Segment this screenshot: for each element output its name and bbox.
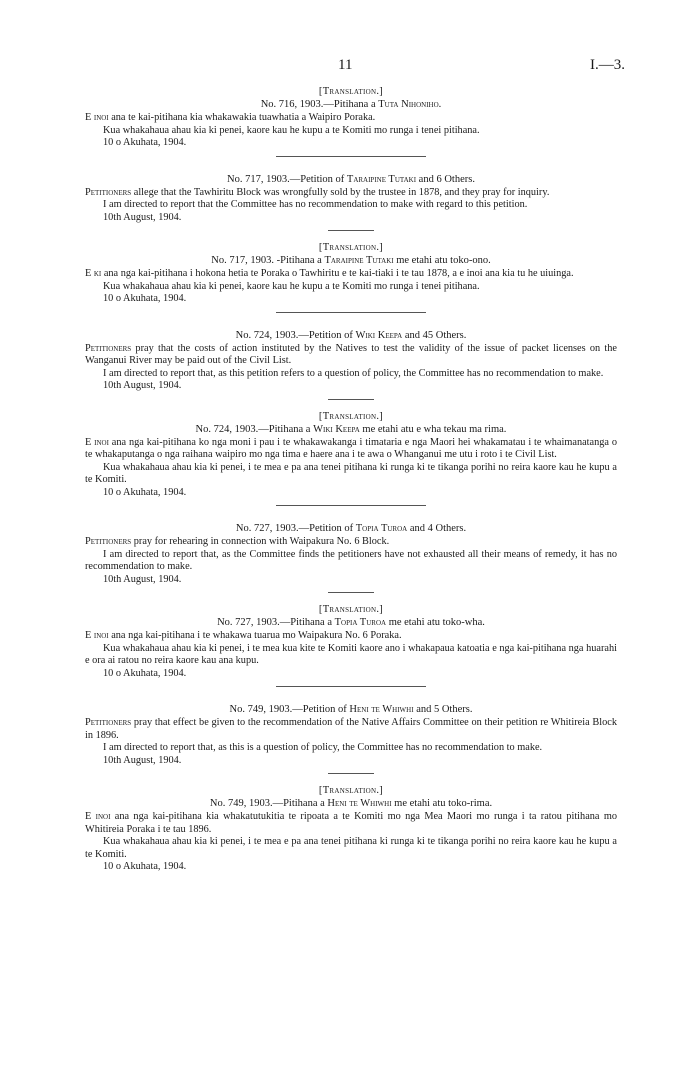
petition-title: No. 717, 1903.—Petition of Taraipine Tutaki and 6 Others. (227, 173, 475, 185)
report-date: 10th August, 1904. (103, 754, 182, 766)
petition-prayer: E inoi ana nga kai-pitihana i te whakawa tuarua mo Waipakura No. 6 Poraka. (85, 630, 402, 641)
petition-title: No. 727, 1903.—Petition of Topia Turoa and 4 Others. (235, 523, 467, 534)
petition-prayer: E inoi ana nga kai-pitihana ko nga moni i pau i te whakawakanga i timataria e nga Maori hei whakamatau i te whaimanatanga o te whakaputanga o nga raihana waipiro mo nga tima e haere ana i te awa o Whanganui me utu i roto i te Civil List. (85, 436, 617, 460)
petition-727 (85, 522, 617, 586)
petitions-content (85, 85, 617, 874)
petitioner-name: Taraipine Tutaki (346, 173, 417, 185)
petition-724 (85, 329, 617, 393)
committee-response: Kua whakahaua ahau kia ki penei, i te mea e pa ana tenei pitihana ki runga ki te tikanga porihi no reira kaore kau he kupu a te Komiti. (85, 836, 617, 860)
committee-response: I am directed to report that the Committee has no recommendation to make with regard to this petition. (103, 199, 528, 210)
committee-response: I am directed to report that, as this is a question of policy, the Committee has no recommendation to make. (103, 742, 543, 753)
section-divider (276, 312, 426, 313)
committee-response: Kua whakahaua ahau kia ki penei, kaore kau he kupu a te Komiti mo runga i tenei pitihana. (103, 280, 480, 292)
report-date: 10th August, 1904. (103, 211, 182, 223)
petitioner-name: Wiki Keepa (313, 423, 360, 435)
petition-prayer: Petitioners pray for rehearing in connection with Waipakura No. 6 Block. (85, 536, 390, 547)
petition-title: No. 724, 1903.—Pitihana a Wiki Keepa me etahi atu e wha tekau ma rima. (195, 423, 507, 435)
petitioner-name: Heni te Whiwhi (349, 704, 414, 715)
translation-label: [Translation.] (318, 410, 384, 422)
section-divider (328, 230, 374, 231)
section-divider (328, 592, 374, 593)
petitioner-name: Taraipine Tutaki (324, 255, 394, 266)
petition-prayer: E inoi ana te kai-pitihana kia whakawakia tuawhatia a Waipiro Poraka. (85, 112, 376, 123)
committee-response: I am directed to report that, as the Committee finds the petitioners have not exhausted all their means of remedy, it has no recommendation to make. (85, 548, 617, 572)
petitioner-name: Wiki Keepa (355, 329, 403, 341)
translation-label: [Translation.] (318, 604, 384, 615)
section-divider (328, 399, 374, 400)
section-divider (328, 773, 374, 774)
document-reference: I.—3. (590, 57, 625, 73)
section-divider (276, 156, 426, 157)
petition-prayer: Petitioners allege that the Tawhiritu Block was wrongfully sold by the trustee in 1878, and they pray for inquiry. (85, 186, 550, 198)
petition-prayer: Petitioners pray that effect be given to the recommendation of the Native Affairs Committee on their petition re Whitireia Block in 1896. (85, 717, 617, 741)
committee-response: Kua whakahaua ahau kia ki penei, kaore kau he kupu a te Komiti mo runga i tenei pitihana. (103, 124, 480, 136)
translation-label: [Translation.] (318, 86, 384, 97)
report-date: 10 o Akuhata, 1904. (103, 293, 187, 304)
petition-prayer: Petitioners pray that the costs of action instituted by the Natives to test the validity of the issue of packet licenses on the Wanganui River may be paid out of the Civil List. (85, 342, 617, 366)
report-date: 10 o Akuhata, 1904. (103, 667, 187, 679)
section-divider (276, 505, 426, 506)
petition-717-translation (85, 241, 617, 306)
committee-response: Kua whakahaua ahau kia ki penei, i te mea e pa ana tenei pitihana ki runga ki te tikanga porihi no reira kaore kau he kupu a te Komiti. (85, 461, 617, 485)
petition-749 (85, 703, 617, 767)
translation-label: [Translation.] (318, 242, 384, 253)
report-date: 10th August, 1904. (103, 380, 182, 391)
petition-716-translation (85, 85, 617, 150)
petition-title: No. 724, 1903.—Petition of Wiki Keepa and 45 Others. (235, 329, 467, 341)
petition-727-translation (85, 603, 617, 680)
petition-prayer: E inoi ana nga kai-pitihana kia whakatutukitia te ripoata a te Komiti mo nga Mea Maori mo runga i ta ratou pitihana mo Whitireia Poraka i te tau 1896. (85, 811, 617, 835)
petitioner-name: Topia Turoa (355, 523, 408, 534)
committee-response: Kua whakahaua ahau kia ki penei, i te mea kua kite te Komiti kaore ano i whakapaua katoatia e nga kai-pitihana nga huarahi e ora ai ratou no reira kaore kau ana kupu. (85, 642, 617, 666)
petition-title: No. 749, 1903.—Petition of Heni te Whiwhi and 5 Others. (229, 704, 473, 715)
section-divider (276, 686, 426, 687)
petition-749-translation (85, 784, 617, 874)
translation-label: [Translation.] (318, 785, 384, 796)
petitioner-name: Heni te Whiwhi (327, 798, 392, 809)
petition-724-translation (85, 410, 617, 500)
committee-response: I am directed to report that, as this petition refers to a question of policy, the Committee has no recommendation to make. (103, 367, 604, 379)
report-date: 10th August, 1904. (103, 573, 182, 585)
report-date: 10 o Akuhata, 1904. (103, 137, 187, 148)
petition-title: No. 749, 1903.—Pitihana a Heni te Whiwhi me etahi atu toko-rima. (209, 798, 493, 809)
petition-prayer: E ki ana nga kai-pitihana i hokona hetia te Poraka o Tawhiritu e te kai-tiaki i te tau 1878, a e inoi ana kia tu he uiuinga. (85, 268, 574, 279)
report-date: 10 o Akuhata, 1904. (103, 486, 187, 498)
report-date: 10 o Akuhata, 1904. (103, 861, 187, 872)
petition-title: No. 716, 1903.—Pitihana a Tuta Nihoniho. (260, 99, 442, 110)
petition-title: No. 727, 1903.—Pitihana a Topia Turoa me etahi atu toko-wha. (217, 617, 485, 628)
petition-717 (85, 173, 617, 225)
petitioner-name: Tuta Nihoniho (378, 99, 439, 110)
petitioner-name: Topia Turoa (334, 617, 387, 628)
petition-title: No. 717, 1903. -Pitihana a Taraipine Tutaki me etahi atu toko-ono. (211, 255, 491, 266)
page-number: 11 (338, 57, 353, 73)
